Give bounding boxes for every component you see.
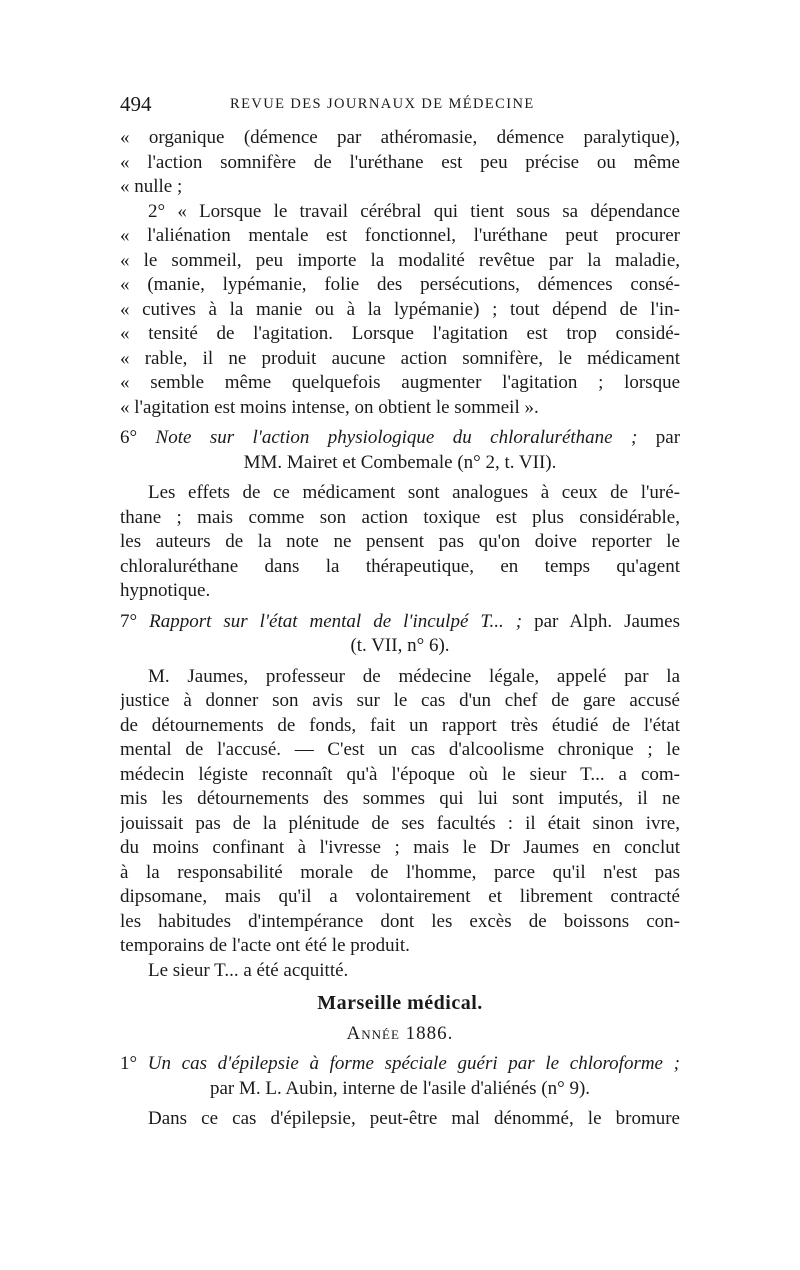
text-line: mis les détournements des sommes qui lui sont imputés, il ne <box>120 788 680 809</box>
item-heading <box>120 426 680 451</box>
item-authors: par M. L. Aubin, interne de l'asile d'aliénés (n° 9). <box>209 1077 591 1099</box>
text-line: « tensité de l'agitation. Lorsque l'agitation est trop considé- <box>120 323 680 344</box>
item-title: Note sur l'action physiologique du chloraluréthane ; <box>155 427 638 448</box>
text-line: thane ; mais comme son action toxique est plus considérable, <box>120 506 680 528</box>
item-by: par <box>655 427 680 448</box>
item-authors: MM. Mairet et Combemale (n° 2, t. VII). <box>243 451 557 473</box>
text-line: « organique (démence par athéromasie, démence paralytique), <box>120 127 680 148</box>
item-reference: (t. VII, n° 6). <box>350 635 450 656</box>
page-header <box>120 92 680 118</box>
item-number: 6° <box>120 427 138 448</box>
text-line: du moins confinant à l'ivresse ; mais le Dr Jaumes en conclut <box>120 837 680 858</box>
section-year: Année 1886. <box>346 1022 454 1044</box>
text-line: « l'action somnifère de l'uréthane est peu précise ou même <box>120 151 680 173</box>
text-line: à la responsabilité morale de l'homme, parce qu'il n'est pas <box>120 861 680 883</box>
text-line: temporains de l'acte ont été le produit. <box>120 935 410 956</box>
text-line: « rable, il ne produit aucune action somnifère, le médicament <box>120 347 680 369</box>
text-line: de détournements de fonds, fait un rapport très étudié de l'état <box>120 714 680 736</box>
text-line: « le sommeil, peu importe la modalité revêtue par la maladie, <box>120 249 680 271</box>
text-line: M. Jaumes, professeur de médecine légale, appelé par la <box>148 665 680 687</box>
text-line: « cutives à la manie ou à la lypémanie) ; tout dépend de l'in- <box>120 298 680 320</box>
text-line: jouissait pas de la plénitude de ses facultés : il était sinon ivre, <box>120 812 680 834</box>
text-line: « l'agitation est moins intense, on obtient le sommeil ». <box>120 396 539 418</box>
text-line: hypnotique. <box>120 580 211 601</box>
item-title: Un cas d'épilepsie à forme spéciale guéri par le chloroforme ; <box>147 1053 680 1074</box>
text-line: « semble même quelquefois augmenter l'agitation ; lorsque <box>120 372 680 393</box>
item-6 <box>120 426 680 604</box>
item-number: 1° <box>120 1053 138 1074</box>
text-line: 2° « Lorsque le travail cérébral qui tient sous sa dépendance <box>148 200 680 222</box>
page-number: 494 <box>120 92 152 116</box>
text-line: « (manie, lypémanie, folie des persécutions, démences consé- <box>120 274 680 295</box>
text-line: mental de l'accusé. — C'est un cas d'alcoolisme chronique ; le <box>120 739 680 760</box>
text-line: Les effets de ce médicament sont analogues à ceux de l'uré- <box>148 482 680 503</box>
item-heading <box>120 610 680 635</box>
text-line: dipsomane, mais qu'il a volontairement et librement contracté <box>120 886 680 907</box>
text-line: les auteurs de la note ne pensent pas qu'on doive reporter le <box>120 531 680 552</box>
text-line: chloraluréthane dans la thérapeutique, en temps qu'agent <box>120 555 680 577</box>
item-title: Rapport sur l'état mental de l'inculpé T... ; <box>149 610 523 632</box>
running-title: REVUE DES JOURNAUX DE MÉDECINE <box>230 96 535 112</box>
section-marseille <box>120 991 680 1046</box>
section-title: Marseille médical. <box>317 992 483 1014</box>
page-body <box>120 126 680 1132</box>
item-by: par Alph. Jaumes <box>534 610 680 632</box>
text-line: les habitudes d'intempérance dont les excès de boissons con- <box>120 910 680 932</box>
closing-line: Le sieur T... a été acquitté. <box>148 959 349 981</box>
text-line: justice à donner son avis sur le cas d'un chef de gare accusé <box>120 690 680 711</box>
item-7 <box>120 610 680 984</box>
item-1 <box>120 1052 680 1132</box>
quote-block <box>120 126 680 420</box>
text-line: Dans ce cas d'épilepsie, peut-être mal dénommé, le bromure <box>148 1108 680 1129</box>
text-line: médecin légiste reconnaît qu'à l'époque où le sieur T... a com- <box>120 763 680 785</box>
text-line: « l'aliénation mentale est fonctionnel, l'uréthane peut procurer <box>120 225 680 246</box>
item-number: 7° <box>120 610 138 632</box>
item-heading <box>120 1052 680 1077</box>
text-line: « nulle ; <box>120 176 183 197</box>
